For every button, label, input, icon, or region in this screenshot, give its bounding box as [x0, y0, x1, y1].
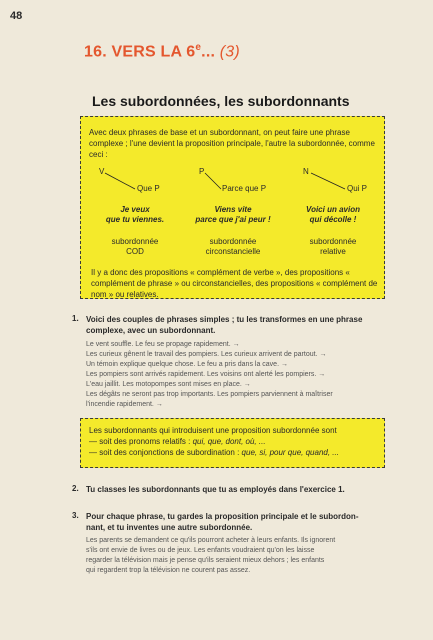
subordinants-l3 — [89, 447, 376, 458]
diagram-rel-left: N — [303, 167, 309, 176]
exercise1-line: Les curieux gênent le travail des pompiers. Les curieux arrivent de partout. → — [86, 351, 327, 358]
diagram-circ-right: Parce que P — [222, 184, 267, 193]
exercise1-instruction — [86, 314, 362, 336]
exercise3-text — [86, 536, 335, 576]
exercise3-instruction-l1: Pour chaque phrase, tu gardes la proposition principale et le subordon- — [86, 512, 359, 521]
exercise3-number: 3. — [72, 511, 79, 520]
category-rel — [285, 237, 381, 257]
exercise1-line: Un témoin explique quelque chose. Le feu a pris dans la cave. → — [86, 361, 288, 368]
category-circ-l2: circonstancielle — [205, 247, 261, 256]
section-title: Les subordonnées, les subordonnants — [92, 93, 350, 109]
example-cod-l2: que tu viennes. — [105, 215, 165, 224]
diagram-cod-right: Que P — [137, 184, 160, 193]
category-cod-l2: COD — [126, 247, 144, 256]
category-rel-l1: subordonnée — [309, 237, 357, 246]
subordinants-l3-list: que, si, pour que, quand, ... — [241, 448, 339, 457]
exercise1-line: l'incendie rapidement. → — [86, 401, 163, 408]
chapter-part: (3) — [219, 43, 240, 61]
exercise1-line: Les pompiers sont arrivés rapidement. Les voisins ont alerté les pompiers. → — [86, 371, 326, 378]
diagram-circ-left: P — [199, 167, 205, 176]
exercise1-line: L'eau jaillit. Les motopompes sont mises en place. → — [86, 381, 251, 388]
exercise3-instruction-l2: nant, et tu inventes une autre subordonnée. — [86, 523, 253, 532]
category-cod — [87, 237, 183, 257]
exercise3-line: qui regardent trop la télévision ne courent pas assez. — [86, 567, 251, 574]
chapter-title-sup: e — [195, 42, 202, 53]
example-rel-l2: qui décolle ! — [309, 215, 357, 224]
exercise3-line: Les parents se demandent ce qu'ils pourront acheter à leurs enfants. Ils ignorent — [86, 537, 336, 544]
category-cod-l1: subordonnée — [111, 237, 159, 246]
example-cod-l1: Je veux — [120, 205, 150, 214]
rule-box — [80, 116, 385, 299]
chapter-title: VERS LA 6 — [111, 43, 196, 61]
chapter-dots: ... — [201, 43, 216, 61]
category-rel-l2: relative — [320, 247, 346, 256]
exercise1-line: Le vent souffle. Le feu se propage rapidement. → — [86, 341, 240, 348]
example-circ-l2: parce que j'ai peur ! — [195, 215, 271, 224]
category-circ-l1: subordonnée — [209, 237, 257, 246]
example-rel-l1: Voici un avion — [306, 205, 360, 214]
exercise1-instruction-l2: complexe, avec un subordonnant. — [86, 326, 216, 335]
exercise3-line: s'ils ont envie de livres ou de jeux. Les enfants voudraient qu'on les laisse — [86, 547, 315, 554]
exercise3-line: regarder la télévision mais je pense qu'ils seraient mieux dehors ; les enfants — [86, 557, 325, 564]
category-circ — [185, 237, 281, 257]
subordinants-l3-prefix: — soit des conjonctions de subordination : — [89, 448, 242, 457]
example-circ-l1: Viens vite — [214, 205, 252, 214]
subordinants-l2-prefix: — soit des pronoms relatifs : — [89, 437, 193, 446]
exercise1-line: Les dégâts ne seront pas trop importants. Les pompiers parviennent à maîtriser — [86, 391, 333, 398]
subordinants-l1: Les subordonnants qui introduisent une proposition subordonnée sont — [89, 426, 337, 435]
subordinants-l2 — [89, 436, 376, 447]
diagram-cod-left: V — [99, 167, 105, 176]
example-circ — [185, 205, 281, 225]
exercise3-instruction — [86, 511, 358, 533]
exercise2-number: 2. — [72, 484, 79, 493]
exercise1-text — [86, 340, 333, 410]
example-cod — [87, 205, 183, 225]
exercise1-number: 1. — [72, 314, 79, 323]
exercise2-instruction: Tu classes les subordonnants que tu as employés dans l'exercice 1. — [86, 485, 345, 494]
subordinants-l2-list: qui, que, dont, où, ... — [192, 437, 266, 446]
page-number: 48 — [10, 10, 23, 22]
diagram-rel-right: Qui P — [347, 184, 368, 193]
chapter-heading — [84, 42, 240, 61]
example-rel — [285, 205, 381, 225]
exercise1-instruction-l1: Voici des couples de phrases simples ; tu les transformes en une phrase — [86, 315, 363, 324]
chapter-number: 16. — [84, 43, 107, 61]
subordinants-box — [80, 418, 385, 468]
rule-note: Il y a donc des propositions « complément de verbe », des propositions « complément de phrase » ou circonstancielles, des propositions « complément de nom » ou relatives. — [91, 268, 378, 299]
rule-intro: Avec deux phrases de base et un subordonnant, on peut faire une phrase complexe ; l'une devient la proposition principale, l'autre la subordonnée, comme ceci : — [89, 128, 375, 159]
